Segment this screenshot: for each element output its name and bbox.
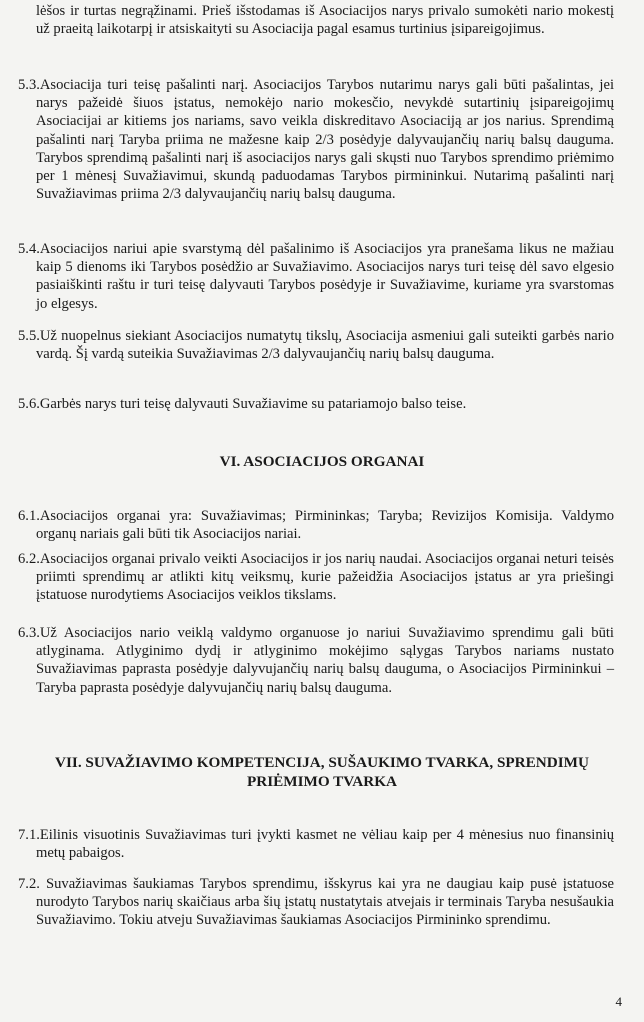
clause-text: Už nuopelnus siekiant Asociacijos numatytų tikslų, Asociacija asmeniui gali suteikti garbės nario vardą. Šį vardą suteikia Suvažiavimas 2/3 dalyvaujančių narių balsų dauguma.	[36, 328, 614, 363]
section-5-continued-paragraph	[36, 2, 614, 38]
clause-number: 7.2.	[18, 876, 40, 892]
clause-number: 5.4.	[18, 241, 40, 257]
clause-6-1	[18, 507, 614, 543]
section-7-heading-line1: VII. SUVAŽIAVIMO KOMPETENCIJA, SUŠAUKIMO TVARKA, SPRENDIMŲ	[55, 754, 589, 771]
clause-text: Eilinis visuotinis Suvažiavimas turi įvykti kasmet ne vėliau kaip per 4 mėnesius nuo finansinių metų pabaigos.	[36, 827, 614, 862]
clause-5-6	[18, 395, 614, 413]
clause-5-3	[18, 76, 614, 203]
clause-5-5	[18, 327, 614, 363]
clause-number: 5.5.	[18, 328, 40, 344]
section-7-heading	[0, 753, 644, 791]
clause-number: 5.6.	[18, 396, 40, 412]
clause-7-2	[18, 875, 614, 930]
clause-number: 7.1.	[18, 827, 40, 843]
clause-text: Suvažiavimas šaukiamas Tarybos sprendimu, išskyrus kai yra ne daugiau kaip pusė įstatuose nurodyto Tarybos narių skaičiaus arba šių įstatų nustatytais atvejais ir terminais Taryba nesušaukia Suvažiavimo. Tokiu atveju Suvažiavimas šaukiamas Asociacijos Pirmininko sprendimu.	[36, 876, 614, 929]
clause-6-2	[18, 550, 614, 605]
clause-number: 6.2.	[18, 551, 40, 567]
clause-5-4	[18, 240, 614, 313]
clause-text: Asociacijos organai yra: Suvažiavimas; Pirmininkas; Taryba; Revizijos Komisija. Valdymo organų nariais gali būti tik Asociacijos nariai.	[36, 508, 614, 543]
clause-text: Asociacijos nariui apie svarstymą dėl pašalinimo iš Asociacijos yra pranešama likus ne mažiau kaip 5 dienoms iki Tarybos posėdžio ar Suvažiavimo. Asociacijos narys turi teisę dėl savo elgesio pasiaiškinti raštu ir turi teisę dalyvauti Tarybos posėdyje ir Suvažiavime, kuriame yra svarstomas jo elgesys.	[36, 241, 614, 312]
clause-7-1	[18, 826, 614, 862]
clause-6-3	[18, 624, 614, 697]
paragraph-text: lėšos ir turtas negrąžinami. Prieš išstodamas iš Asociacijos narys privalo sumokėti nario mokestį už praeitą laikotarpį ir atsiskaityti su Asociacija pagal esamus turtinius įsipareigojimus.	[36, 3, 614, 38]
page-number: 4	[615, 994, 622, 1009]
section-7-heading-line2: PRIĖMIMO TVARKA	[246, 773, 398, 790]
section-6-heading: VI. ASOCIACIJOS ORGANAI	[219, 453, 425, 470]
clause-text: Asociacija turi teisę pašalinti narį. Asociacijos Tarybos nutarimu narys gali būti pašalintas, jei narys pažeidė šiuos įstatus, nemokėjo nario mokesčio, nevykdė sutartinių įsipareigojimų Asociacijai ar kitiems jos nariams, savo veikla diskreditavo Asociaciją ar jos narius. Sprendimą pašalinti narį Taryba priima ne mažesne kaip 2/3 posėdyje dalyvaujančių narių balsų dauguma. Tarybos sprendimą pašalinti narį iš asociacijos narys gali skųsti nuo Tarybos sprendimo priėmimo per 1 mėnesį Suvažiavimui, skundą paduodamas Tarybos pirmininkui. Nutarimą pašalinti narį Suvažiavimas priima 2/3 dalyvaujančių narių balsų dauguma.	[36, 77, 614, 203]
clause-number: 6.1.	[18, 508, 40, 524]
clause-number: 5.3.	[18, 77, 40, 93]
clause-text: Garbės narys turi teisę dalyvauti Suvažiavime su patariamojo balso teise.	[39, 396, 467, 412]
clause-text: Už Asociacijos nario veiklą valdymo organuose jo nariui Suvažiavimo sprendimu gali būti atlyginama. Atlyginimo dydį ir atlyginimo mokėjimo sąlygas Tarybos nariams nustato Suvažiavimas paprasta posėdyje dalyvujančių narių balsų dauguma, o Asociacijos Pirmininkui – Taryba paprasta posėdyje dalyvujančių narių balsų dauguma.	[36, 625, 614, 696]
clause-number: 6.3.	[18, 625, 40, 641]
clause-text: Asociacijos organai privalo veikti Asociacijos ir jos narių naudai. Asociacijos organai neturi teisės priimti sprendimų ar atlikti kitų veiksmų, kurie pažeidžia Asociacijos įstatus ar yra priešingi įstatuose nurodytiems Asociacijos veiklos tikslams.	[36, 551, 614, 604]
